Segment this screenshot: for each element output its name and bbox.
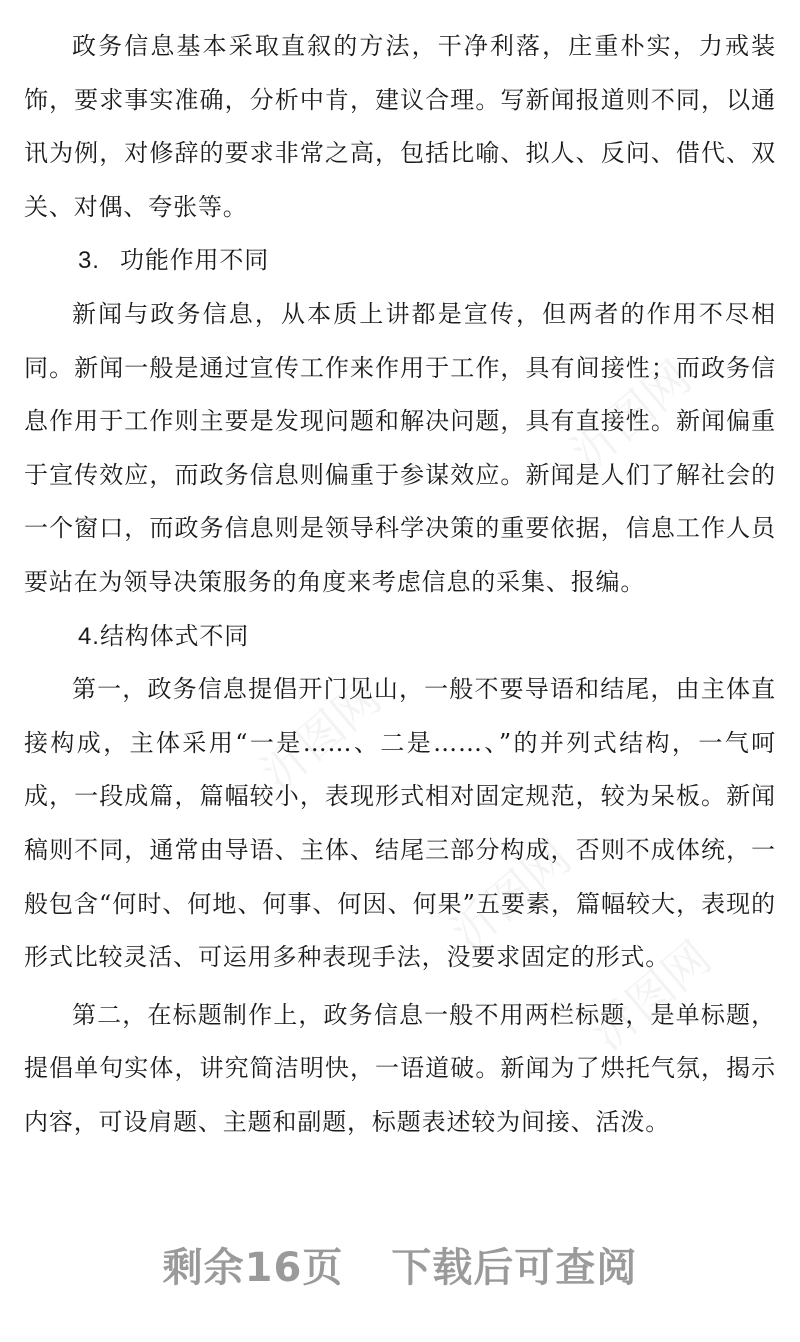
body-paragraph: 第一，政务信息提倡开门见山，一般不要导语和结尾，由主体直接构成，主体采用“一是……、二是……、”的并列式结构，一气呵成，一段成篇，篇幅较小，表现形式相对固定规范，较为呆板。新闻稿则不同，通常由导语、主体、结尾三部分构成，否则不成体统，一般包含“何时、何地、何事、何因、何果”五要素，篇幅较大，表现的形式比较灵活、可运用多种表现手法，没要求固定的形式。 bbox=[24, 675, 776, 972]
download-to-view-label: 下载后可查阅 bbox=[391, 1245, 638, 1291]
section-title: 功能作用不同 bbox=[120, 246, 270, 275]
body-paragraph: 新闻与政务信息，从本质上讲都是宣传，但两者的作用不尽相同。新闻一般是通过宣传工作来作用于工作，具有间接性；而政务信息作用于工作则主要是发现问题和解决问题，具有直接性。新闻偏重于宣传效应，而政务信息则偏重于参谋效应。新闻是人们了解社会的一个窗口，而政务信息则是领导科学决策的重要依据，信息工作人员要站在为领导决策服务的角度来考虑信息的采集、报编。 bbox=[24, 299, 776, 596]
section-heading bbox=[24, 610, 776, 664]
remaining-pages-label: 剩余16页 bbox=[162, 1245, 344, 1291]
document-body bbox=[24, 20, 776, 1149]
section-heading bbox=[24, 234, 776, 288]
body-paragraph: 第二，在标题制作上，政务信息一般不用两栏标题，是单标题，提倡单句实体，讲究简洁明快，一语道破。新闻为了烘托气氛，揭示内容，可设肩题、主题和副题，标题表述较为间接、活泼。 bbox=[24, 1000, 776, 1136]
watermark: 沂图网 bbox=[250, 670, 392, 801]
watermark: 沂图网 bbox=[580, 930, 722, 1061]
section-number: 4. bbox=[78, 622, 100, 650]
watermark: 沂图网 bbox=[440, 830, 582, 961]
section-title: 结构体式不同 bbox=[100, 621, 250, 650]
section-number: 3. bbox=[78, 247, 100, 275]
body-paragraph: 政务信息基本采取直叙的方法，干净利落，庄重朴实，力戒装饰，要求事实准确，分析中肯，建议合理。写新闻报道则不同，以通讯为例，对修辞的要求非常之高，包括比喻、拟人、反问、借代、双关、对偶、夸张等。 bbox=[24, 32, 776, 221]
download-prompt-banner[interactable] bbox=[0, 1236, 800, 1293]
watermark: 沂图网 bbox=[560, 350, 702, 481]
